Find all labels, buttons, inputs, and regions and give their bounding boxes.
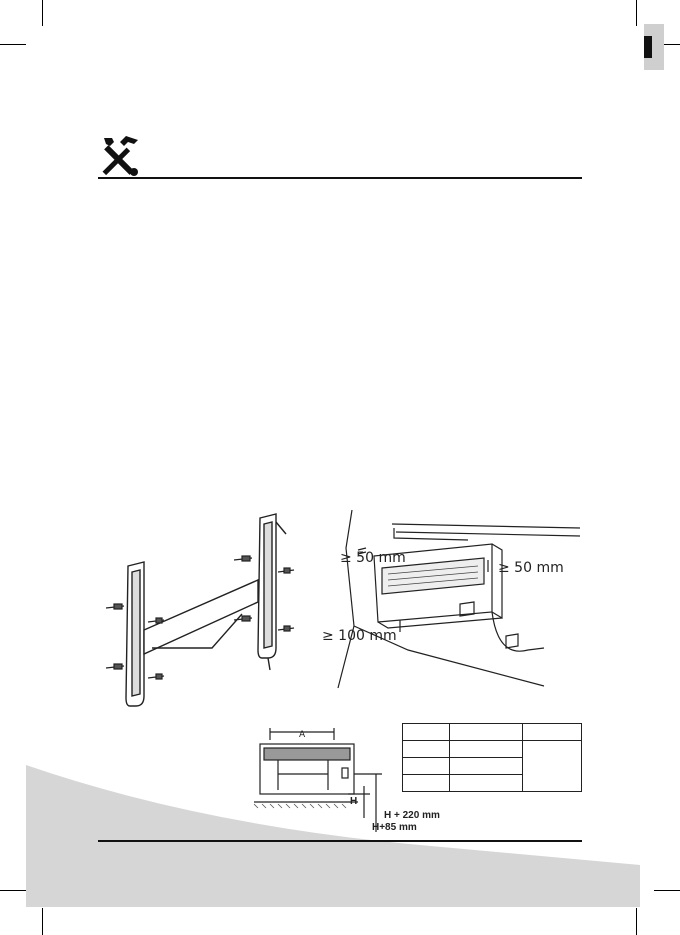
dimension-width-label: A — [299, 730, 306, 740]
table-row — [403, 741, 582, 758]
table-cell — [523, 724, 582, 741]
table-cell — [450, 724, 523, 741]
clearance-figure — [318, 508, 580, 708]
clearance-top-label: ≥ 50 mm — [340, 550, 406, 566]
dimension-upper-label: H + 220 mm — [384, 810, 440, 821]
dimension-height-label: H — [350, 796, 358, 807]
thumb-tab-marker — [644, 36, 652, 58]
table-cell — [403, 741, 450, 758]
table-cell — [403, 758, 450, 775]
table-cell — [450, 758, 523, 775]
clearance-side-label: ≥ 50 mm — [498, 560, 564, 576]
crop-mark-tl-h — [0, 44, 26, 45]
table-cell-merged — [523, 741, 582, 792]
tools-icon — [98, 134, 142, 178]
table-cell — [403, 724, 450, 741]
section-thumb-tab — [644, 24, 664, 70]
footer-rule — [98, 840, 582, 842]
bracket-mounting-figure — [100, 508, 300, 713]
header-rule — [98, 177, 582, 179]
dimension-table — [402, 723, 582, 792]
dimension-lower-label: H+85 mm — [372, 822, 417, 833]
table-cell — [450, 775, 523, 792]
crop-mark-tl-v — [42, 0, 43, 26]
table-row — [403, 724, 582, 741]
table-cell — [403, 775, 450, 792]
crop-mark-tr-v — [636, 0, 637, 26]
clearance-floor-label: ≥ 100 mm — [322, 628, 397, 644]
table-cell — [450, 741, 523, 758]
